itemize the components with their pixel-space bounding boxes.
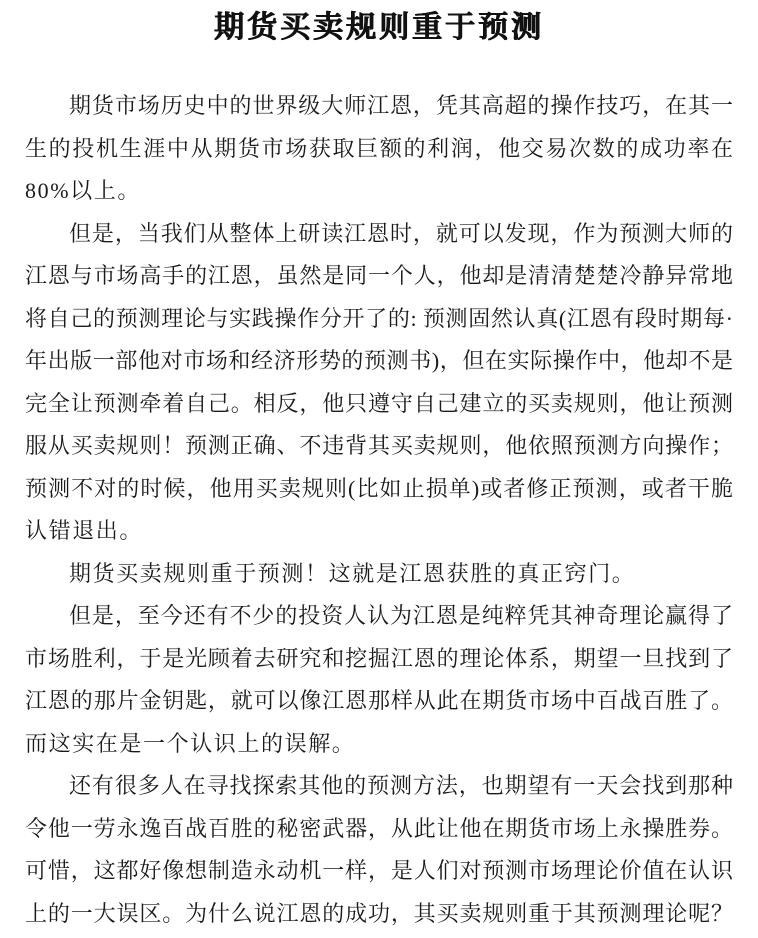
paragraph-1 xyxy=(25,85,733,213)
text-line: 80%以上。 xyxy=(25,178,141,203)
text-line: 令他一劳永逸百战百胜的秘密武器，从此让他在期货市场上永操胜券。 xyxy=(25,815,733,841)
text-line: 预测不对的时候，他用买卖规则(比如止损单)或者修正预测，或者干脆 xyxy=(25,475,733,501)
text-line: 江恩与市场高手的江恩，虽然是同一个人，他却是清清楚楚冷静异常地 xyxy=(25,263,733,288)
text-line: 生的投机生涯中从期货市场获取巨额的利润，他交易次数的成功率在 xyxy=(25,135,733,161)
text-line: 上的一大误区。为什么说江恩的成功，其买卖规则重于其预测理论呢？ xyxy=(25,900,733,926)
text-line: 而这实在是一个认识上的误解。 xyxy=(25,730,356,756)
text-line: 完全让预测牵着自己。相反，他只遵守自己建立的买卖规则，他让预测 xyxy=(25,390,733,416)
paragraph-3 xyxy=(25,553,733,596)
text-line: 市场胜利，于是光顾着去研究和挖掘江恩的理论体系，期望一旦找到了 xyxy=(25,645,733,671)
text-line: 江恩的那片金钥匙，就可以像江恩那样从此在期货市场中百战百胜了。 xyxy=(25,688,733,713)
paragraph-2 xyxy=(25,213,733,553)
text-line: 期货买卖规则重于预测！这就是江恩获胜的真正窍门。 xyxy=(69,560,636,586)
text-line: 但是，当我们从整体上研读江恩时，就可以发现，作为预测大师的 xyxy=(69,220,733,246)
text-line: 可惜，这都好像想制造永动机一样，是人们对预测市场理论价值在认识 xyxy=(25,858,733,883)
text-line: 将自己的预测理论与实践操作分开了的: 预测固然认真(江恩有段时期每· xyxy=(25,305,733,331)
text-line: 但是，至今还有不少的投资人认为江恩是纯粹凭其神奇理论赢得了 xyxy=(69,603,733,628)
text-line: 还有很多人在寻找探索其他的预测方法，也期望有一天会找到那种 xyxy=(69,773,733,798)
text-line: 期货市场历史中的世界级大师江恩，凭其高超的操作技巧，在其一 xyxy=(69,93,733,118)
article-body xyxy=(25,85,733,935)
page-title: 期货买卖规则重于预测 xyxy=(214,11,544,44)
text-line: 年出版一部他对市场和经济形势的预测书)，但在实际操作中，他却不是 xyxy=(25,348,733,373)
text-line: 服从买卖规则！预测正确、不违背其买卖规则，他依照预测方向操作； xyxy=(25,433,733,458)
text-line: 认错退出。 xyxy=(25,518,144,543)
paragraph-4 xyxy=(25,595,733,765)
paragraph-5 xyxy=(25,765,733,935)
